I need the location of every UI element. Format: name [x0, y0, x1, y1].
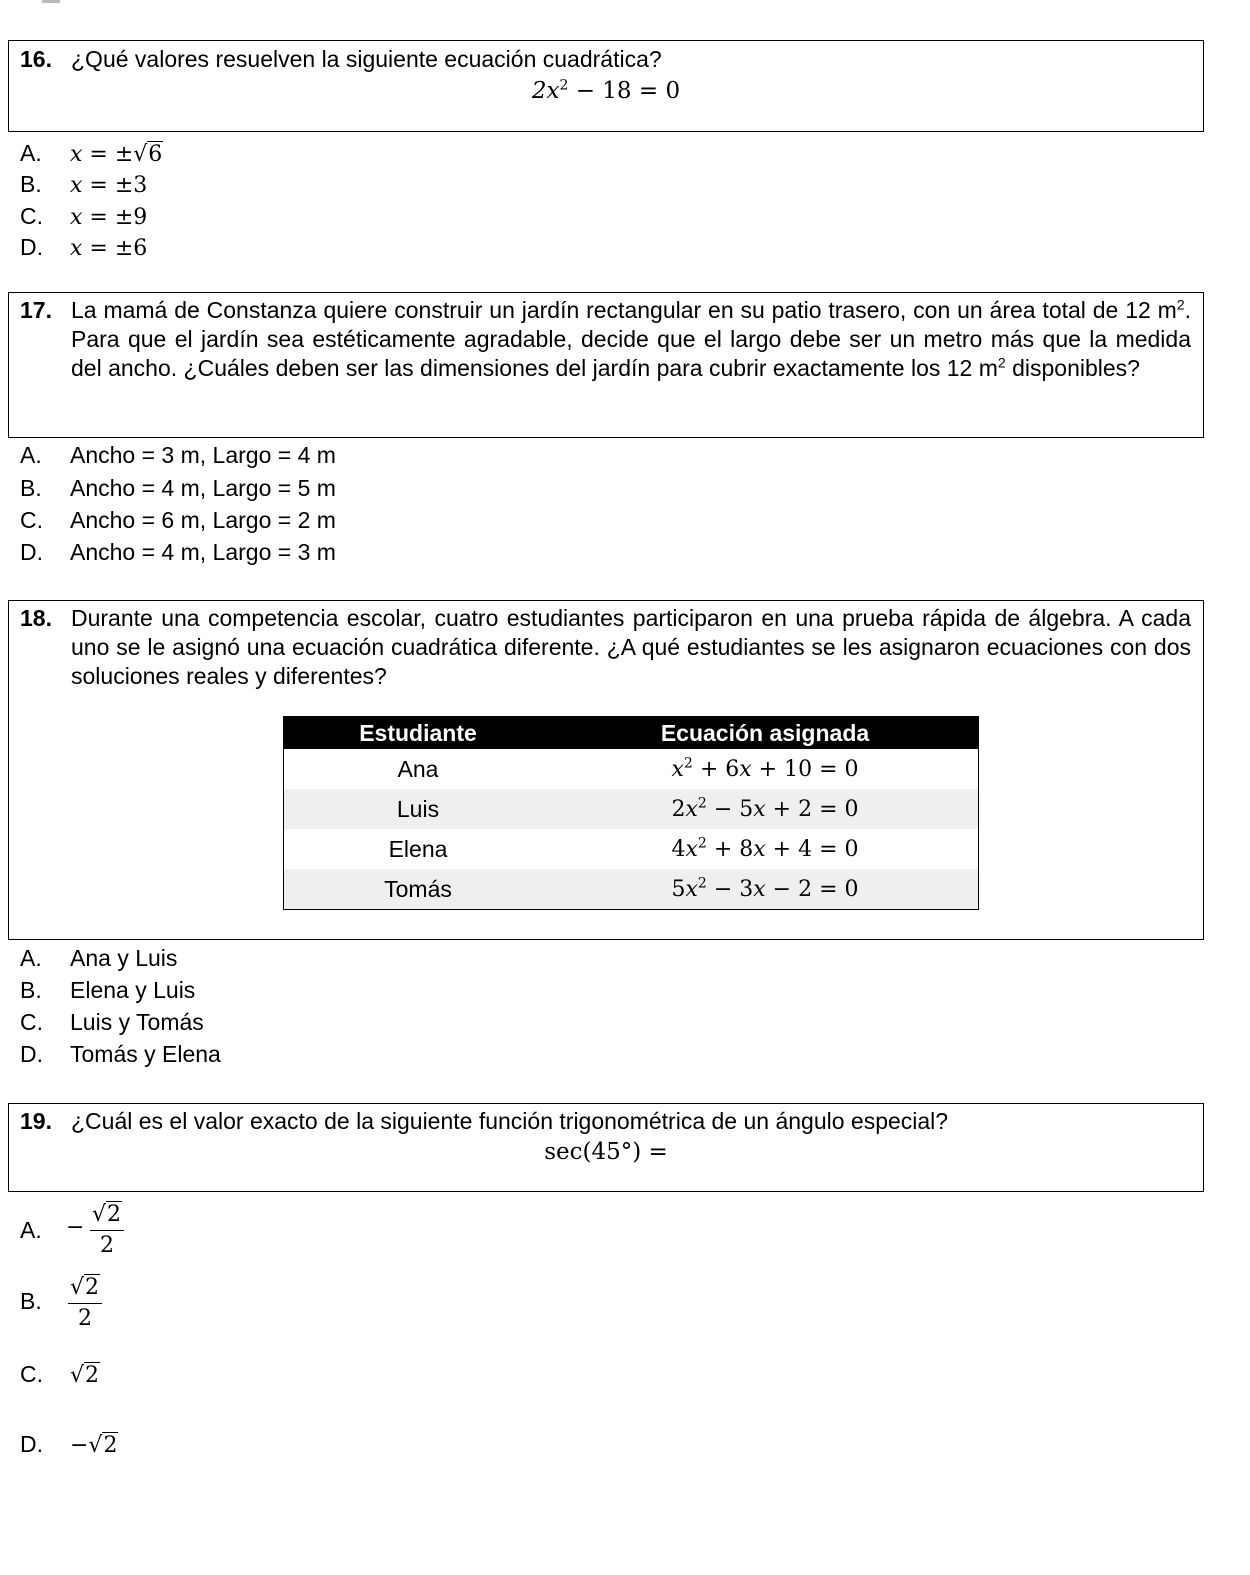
- assigned-equation: $2x^2 - 5x + 2 = 0$: [552, 789, 979, 829]
- question-16-box: [8, 40, 1204, 132]
- option-b[interactable]: [20, 976, 195, 1005]
- option-math: √2: [70, 1363, 100, 1388]
- question-text: Durante una competencia escolar, cuatro estudiantes participaron en una prueba rápida de álgebra. A cada uno se le asignó una ecuación cuadrática diferente. ¿A qué estudiantes se les asignaron ecuaciones con dos soluciones reales y diferentes?: [71, 605, 1191, 689]
- option-letter: D.: [20, 1431, 43, 1457]
- equations-table: [283, 716, 979, 910]
- option-c[interactable]: [20, 506, 336, 535]
- fraction-numerator: √2: [90, 1200, 124, 1231]
- option-letter: C.: [20, 507, 43, 533]
- student-name: Tomás: [284, 869, 553, 910]
- student-name: Luis: [284, 789, 553, 829]
- option-a[interactable]: [20, 441, 336, 470]
- option-math: x = ±3: [70, 173, 148, 198]
- option-letter: C.: [20, 203, 43, 229]
- table-header-student: Estudiante: [284, 717, 553, 750]
- student-name: Elena: [388, 835, 448, 862]
- option-math: x = ±6: [70, 236, 148, 261]
- option-letter: A.: [20, 140, 42, 166]
- fraction-denominator: 2: [100, 1233, 115, 1258]
- table-row: [284, 869, 979, 910]
- question-text: La mamá de Constanza quiere construir un jardín rectangular en su patio trasero, con un área total de 12 $m^2$. Para que el jardín sea estéticamente agradable, decide que el largo debe ser un metro más que la medida del ancho. ¿Cuáles deben ser las dimensiones del jardín para cubrir exactamente los 12 $m^2$ disponibles?: [71, 296, 1191, 381]
- option-letter: B.: [20, 977, 42, 1003]
- question-equation: $2x^2 - 18 = 0$: [531, 77, 681, 104]
- option-letter: A.: [20, 442, 42, 468]
- option-d[interactable]: [20, 233, 147, 263]
- option-letter: C.: [20, 1009, 43, 1035]
- option-b-math: [68, 1273, 102, 1334]
- option-letter: B.: [20, 171, 42, 197]
- question-19-box: [8, 1103, 1204, 1192]
- table-row: [284, 829, 979, 869]
- question-number: 16.: [20, 46, 52, 72]
- question-number: 18.: [20, 605, 52, 631]
- assigned-equation: $4x^2 + 8x + 4 = 0$: [671, 835, 859, 862]
- option-text: Elena y Luis: [70, 977, 196, 1003]
- option-letter: A.: [20, 1217, 42, 1243]
- option-text: Ancho = 6 m, Largo = 2 m: [70, 507, 336, 533]
- question-number: 19.: [20, 1108, 52, 1134]
- option-a[interactable]: [20, 139, 163, 169]
- option-text: Ancho = 4 m, Largo = 3 m: [70, 539, 336, 565]
- question-text: ¿Cuál es el valor exacto de la siguiente función trigonométrica de un ángulo especial?: [71, 1108, 949, 1134]
- option-letter: D.: [20, 539, 43, 565]
- option-d[interactable]: [20, 1430, 118, 1460]
- option-math: −√2: [70, 1433, 118, 1458]
- option-letter: B.: [20, 475, 42, 501]
- option-d[interactable]: [20, 538, 336, 567]
- option-c[interactable]: [20, 202, 147, 232]
- option-c[interactable]: [20, 1360, 100, 1390]
- question-number: 17.: [20, 297, 52, 323]
- table-row: [284, 789, 979, 829]
- fraction-denominator: 2: [78, 1306, 93, 1331]
- option-text: Ana y Luis: [70, 945, 178, 971]
- option-text: Tomás y Elena: [70, 1041, 221, 1067]
- student-name: Ana: [397, 755, 439, 782]
- option-text: Ancho = 3 m, Largo = 4 m: [70, 442, 336, 468]
- question-text: ¿Qué valores resuelven la siguiente ecuación cuadrática?: [71, 46, 662, 72]
- option-text: Ancho = 4 m, Largo = 5 m: [70, 475, 336, 501]
- option-b[interactable]: [20, 170, 147, 200]
- option-b[interactable]: [20, 1287, 70, 1316]
- assigned-equation: $5x^2 - 3x - 2 = 0$: [552, 869, 979, 910]
- option-letter: D.: [20, 1041, 43, 1067]
- table-header-equation: Ecuación asignada: [552, 717, 979, 750]
- page-edge-mark: [42, 0, 60, 3]
- option-a-math: [66, 1200, 124, 1261]
- option-text: Luis y Tomás: [70, 1009, 204, 1035]
- option-b[interactable]: [20, 474, 336, 503]
- table-header-row: [284, 717, 979, 750]
- option-math: x = ±9: [70, 205, 148, 230]
- table-row: [284, 749, 979, 789]
- fraction-numerator: √2: [68, 1273, 102, 1304]
- option-math: x = ±√6: [70, 142, 163, 167]
- option-a[interactable]: [20, 944, 177, 973]
- option-letter: B.: [20, 1288, 42, 1314]
- option-d[interactable]: [20, 1040, 221, 1069]
- question-equation: sec(45°) =: [544, 1139, 668, 1165]
- question-17-box: [8, 292, 1204, 438]
- option-a[interactable]: [20, 1216, 70, 1245]
- minus-sign: −: [66, 1215, 85, 1240]
- assigned-equation: $x^2 + 6x + 10 = 0$: [671, 755, 859, 782]
- option-letter: D.: [20, 234, 43, 260]
- option-letter: A.: [20, 945, 42, 971]
- option-c[interactable]: [20, 1008, 204, 1037]
- option-letter: C.: [20, 1361, 43, 1387]
